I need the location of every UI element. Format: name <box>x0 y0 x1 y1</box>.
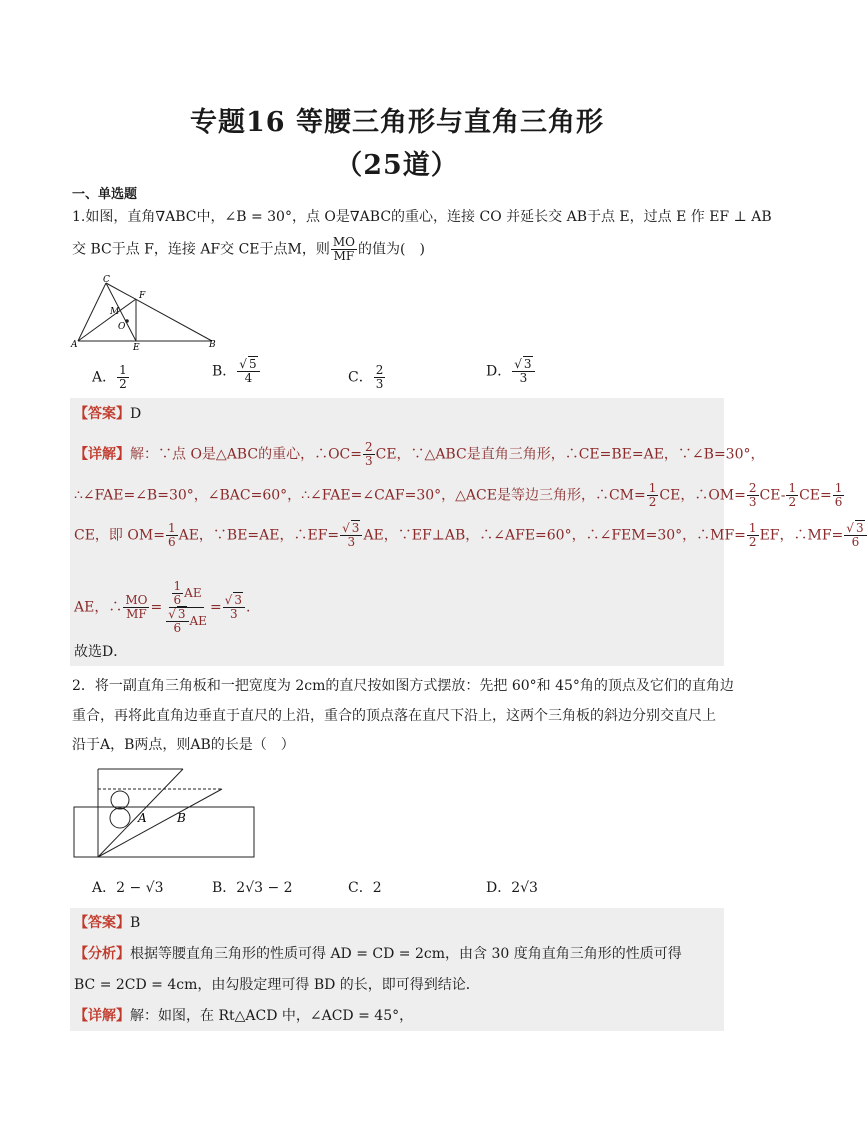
q1-option-a: A． $\frac{1}{2}$ <box>92 363 127 391</box>
a1-conclusion: 故选D． <box>74 644 128 660</box>
q2-text-line1: 2．将一副直角三角板和一把宽度为 2cm的直尺按如图方式摆放：先把 60°和 45°角的顶点及它们的直角边 <box>72 678 734 694</box>
a1-detail-line1: 【详解】解：∵点 O是△ABC的重心，∴OC= $\frac{2}{3}$ CE，∵△ABC是直角三角形，∴CE=BE=AE，∵∠B=30°， <box>74 440 765 468</box>
q1-text-line2: 交 BC于点 F，连接 AF交 CE于点M，则 $\frac{MO}{MF}$ 的值为( ) <box>72 235 425 263</box>
q2-label-a: A <box>138 811 147 825</box>
q1-label-c: C <box>103 275 110 285</box>
a2-detail-line1: 【详解】解：如图，在 Rt△ACD 中，∠ACD = 45°， <box>74 1008 414 1024</box>
q2-option-d: D．2√3 <box>486 880 538 896</box>
a1-detail-line2: ∴∠FAE=∠B=30°，∠BAC=60°，∴∠FAE=∠CAF=30°，△ACE是等边三角形，∴CM= $\frac{1}{2}$ CE，∴OM= $\frac{2}{3}$ CE- $\frac{1}{2}$ CE= $\frac{1}{6}$ <box>74 481 843 509</box>
a2-answer: 【答案】B <box>74 915 141 931</box>
q1-label-e: E <box>133 343 140 353</box>
q1-triangle-figure <box>70 274 220 353</box>
q1-option-d: D． $\frac{√ 3}{3}$ <box>486 358 536 385</box>
a1-answer: 【答案】D <box>74 406 142 422</box>
q1-fraction: $\frac{MO}{MF}$ <box>332 235 355 263</box>
q1-text-line1: 1.如图，直角∇ABC中，∠B = 30°，点 O是∇ABC的重心，连接 CO 并延长交 AB于点 E，过点 E 作 EF ⊥ AB <box>72 209 772 225</box>
page-subtitle: （25道） <box>335 150 459 181</box>
q2-label-b: B <box>177 811 186 825</box>
q2-option-a: A．2 − √3 <box>92 880 164 896</box>
q1-label-o: O <box>118 322 126 332</box>
q2-text-line2: 重合，再将此直角边垂直于直尺的上沿，重合的顶点落在直尺下沿上，这两个三角板的斜边分别交直尺上 <box>72 708 716 724</box>
q1-label-f: F <box>139 291 146 301</box>
q1-option-b: B． $\frac{√ 5}{4}$ <box>212 358 261 385</box>
a1-detail-line4: AE，∴ $\frac{MO}{MF}$ = $\frac{1}{6}$ AE $\frac{√ 3}{6}$ AE = $\frac{√ 3}{3}$ . <box>74 579 251 635</box>
a1-detail-line3: CE，即 OM= $\frac{1}{6}$ AE，∵BE=AE，∴EF= $\frac{√ 3}{3}$ AE，∵EF⊥AB，∴∠AFE=60°，∴∠FEM=30°，∴MF= $\frac{1}{2}$ EF，∴MF= $\frac{√ 3}{6}$ <box>74 522 868 549</box>
q1-option-c: C． $\frac{2}{3}$ <box>348 363 384 391</box>
q2-option-b: B．2√3 − 2 <box>212 880 293 896</box>
q1-label-a: A <box>71 340 78 350</box>
q1-label-b: B <box>209 340 216 350</box>
a2-analysis-line2: BC = 2CD = 4cm，由勾股定理可得 BD 的长，即可得到结论． <box>74 977 480 993</box>
page-title: 专题16 等腰三角形与直角三角形 <box>190 107 604 138</box>
q2-text-line3: 沿于A，B两点，则AB的长是（ ） <box>72 737 295 753</box>
a2-analysis-line1: 【分析】根据等腰直角三角形的性质可得 AD = CD = 2cm，由含 30 度角直角三角形的性质可得 <box>74 946 682 962</box>
q1-label-m: M <box>110 307 120 317</box>
section-heading: 一、单选题 <box>72 187 138 202</box>
q2-option-c: C．2 <box>348 880 382 896</box>
q2-ruler-figure <box>70 766 260 862</box>
